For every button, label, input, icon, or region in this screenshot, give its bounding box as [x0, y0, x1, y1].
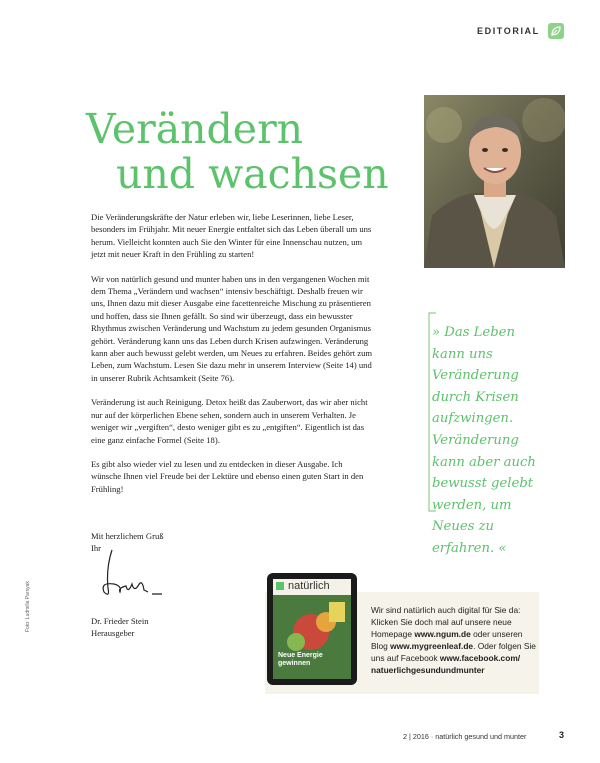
author-portrait: [424, 95, 565, 268]
handwritten-signature: [92, 548, 172, 608]
footer-issue: 2 | 2016 · natürlich gesund und munter: [403, 732, 527, 741]
leaf-icon: [548, 23, 564, 39]
blog-link[interactable]: www.mygreenleaf.de: [390, 641, 474, 651]
tablet-title: natürlich: [288, 580, 330, 592]
facebook-link[interactable]: www.facebook.com/ natuerlichgesundundmunter: [371, 653, 521, 675]
promo-line: Wir sind natürlich auch digital für Sie da:: [371, 605, 521, 615]
title-line-2: und wachsen: [116, 150, 389, 198]
page-title: [86, 107, 406, 197]
site-link[interactable]: www.ngum.de: [414, 629, 471, 639]
paragraph: Wir von natürlich gesund und munter haben uns in den vergangenen Wochen mit dem Thema „Verändern und wachsen“ intensiv beschäftigt. Deshalb freuen wir uns, Ihnen dazu mit dieser Ausgabe eine facettenreiche Mischung zu präsentieren und hoffen, dass sie Ihnen gefällt. So sind wir überzeugt, dass ein bewusster Rhythmus zwischen Veränderung und Wachstum zu jedem gesunden Organismus gehört. Veränderung kann uns das Leben durch Krisen aufzwingen. Veränderung kann aber auch bewusst gelebt werden, um Neues zu erfahren. Beides gehört zum Leben, zum Wachstum. Lesen Sie dazu mehr in unserem Interview (Seite 14) und in unserer Rubrik Achtsamkeit (Seite 76).: [91, 273, 373, 383]
author-role: Herausgeber: [91, 628, 135, 639]
page-number: 3: [559, 730, 565, 740]
promo-text: [371, 604, 536, 676]
author-name: Dr. Frieder Stein: [91, 616, 149, 626]
paragraph: Es gibt also wieder viel zu lesen und zu entdecken in dieser Ausgabe. Ich wünsche Ihnen viel Freude bei der Lektüre und ebenso einen guten Start in den Frühling!: [91, 458, 364, 494]
promo-line: . Oder folgen Sie uns auf Facebook: [371, 641, 536, 663]
tablet-headline: Neue Energie gewinnen: [278, 652, 323, 667]
author-block: [91, 615, 149, 640]
title-line-1: Verändern: [86, 105, 304, 153]
editorial-body: [91, 211, 374, 507]
closing-line: Ihr: [91, 543, 102, 554]
tablet-magazine-image: [266, 572, 358, 686]
pull-quote: » Das Leben kann uns Veränderung durch Krisen aufzwingen. Veränderung kann aber auch bewusst gelebt werden, um Neues zu erfahren. «: [432, 325, 536, 556]
paragraph: Die Veränderungskräfte der Natur erleben wir, liebe Leserinnen, liebe Leser, besonders im Frühjahr. Mit neuer Energie entfaltet sich das Leben überall um uns herum. Vielleicht konnten auch Sie den Winter für eine Innenschau nutzen, um jetzt mit neuer Kraft in den Frühling zu starten!: [91, 212, 372, 260]
closing-line: Mit herzlichem Gruß: [91, 531, 164, 541]
photo-credit: Foto: Ludmilla Parsyak: [25, 581, 31, 632]
section-label: EDITORIAL: [477, 26, 540, 36]
paragraph: Veränderung ist auch Reinigung. Detox heißt das Zauberwort, das wir aber nicht nur auf der körperlichen Ebene sehen, sondern auch in unserem Verhalten. Je weniger wir „vergiften“, desto weniger gibt es zu „entgiften“. Eigentlich ist das eine ganz einfache Formel (Seite 18).: [91, 397, 368, 445]
promo-line: Klicken Sie doch mal auf unsere neue Homepage: [371, 617, 512, 639]
promo-line: oder unseren Blog: [371, 629, 523, 651]
